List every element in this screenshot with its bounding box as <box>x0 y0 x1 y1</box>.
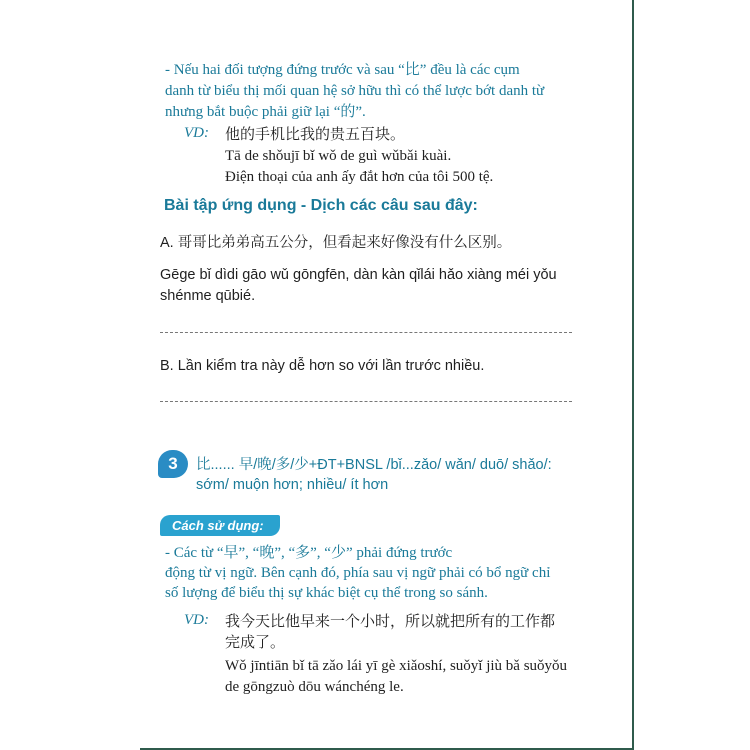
section-3-heading <box>196 455 616 495</box>
rule2-line: số lượng để biểu thị sự khác biệt cụ thể trong so sánh. <box>165 585 488 601</box>
rule1-line: - Nếu hai đối tượng đứng trước và sau “比” đều là các cụm <box>165 62 520 78</box>
example-2-pinyin <box>225 656 567 698</box>
example-label: VD: <box>184 125 209 141</box>
rule1-line: nhưng bắt buộc phải giữ lại “的”. <box>165 104 366 120</box>
example2-han-line: 我今天比他早来一个小时，所以就把所有的工作都 <box>225 614 556 630</box>
rule-paragraph-2 <box>165 543 595 603</box>
section-3-line: sớm/ muộn hơn; nhiều/ ít hơn <box>196 477 389 493</box>
section-number-badge: 3 <box>158 450 188 478</box>
rule1-line: danh từ biểu thị mối quan hệ sở hữu thì có thể lược bớt danh từ <box>165 83 545 99</box>
exercise-a-chinese: A. 哥哥比弟弟高五公分，但看起来好像没有什么区别。 <box>160 235 512 251</box>
exercise-a-pinyin-line: Gēge bǐ dìdi gāo wǔ gōngfēn, dàn kàn qǐlái hǎo xiàng méi yǒu <box>160 267 557 283</box>
example-2-han <box>225 612 555 654</box>
answer-line-b <box>160 401 572 402</box>
rule2-line: - Các từ “早”, “晚”, “多”, “少” phải đứng trước <box>165 545 453 561</box>
exercise-title: Bài tập ứng dụng - Dịch các câu sau đây: <box>164 197 478 214</box>
example2-pinyin-line: Wǒ jīntiān bǐ tā zǎo lái yī gè xiǎoshí, suǒyǐ jiù bǎ suǒyǒu <box>225 658 568 674</box>
exercise-b: B. Lần kiểm tra này dễ hơn so với lần trước nhiều. <box>160 358 485 374</box>
rule2-line: động từ vị ngữ. Bên cạnh đó, phía sau vị ngữ phải có bổ ngữ chỉ <box>165 565 551 581</box>
exercise-a-pinyin-line: shénme qūbié. <box>160 288 256 304</box>
answer-line-a <box>160 332 572 333</box>
example1-han: 他的手机比我的贵五百块。 <box>225 127 406 143</box>
section-3-line: 比...... 早/晚/多/少+ĐT+BNSL /bǐ...zǎo/ wǎn/ duō/ shǎo/: <box>196 457 552 473</box>
usage-label: Cách sử dụng: <box>160 515 280 536</box>
example2-pinyin-line: de gōngzuò dōu wánchéng le. <box>225 679 404 695</box>
rule-paragraph-1 <box>165 60 605 123</box>
example-label: VD: <box>184 612 209 628</box>
example1-pinyin: Tā de shǒujī bǐ wǒ de guì wǔbǎi kuài. <box>225 148 452 164</box>
example-1 <box>225 125 493 188</box>
example1-translation: Điện thoại của anh ấy đắt hơn của tôi 500 tệ. <box>225 169 494 185</box>
page-edge-line <box>632 0 634 750</box>
example2-han-line: 完成了。 <box>225 635 286 651</box>
exercise-a-pinyin <box>160 265 600 307</box>
